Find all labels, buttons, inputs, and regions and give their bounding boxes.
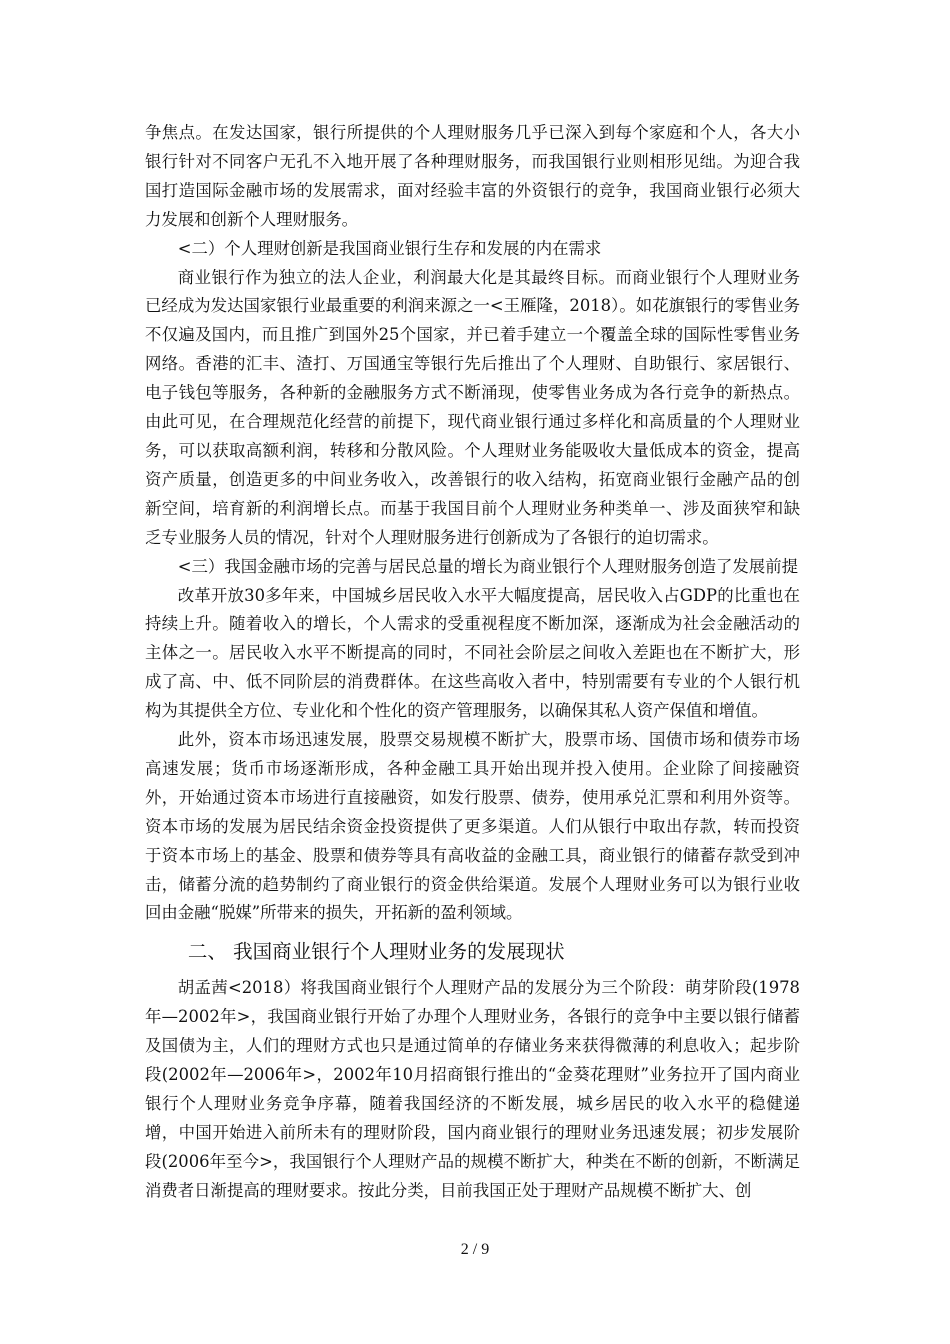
paragraph-income: 改革开放30多年来，中国城乡居民收入水平大幅度提高，居民收入占GDP的比重也在持续上升。随着收入的增长，个人需求的受重视程度不断加深，逐渐成为社会金融活动的主体之一。居民收入水平不断提高的同时，不同社会阶层之间收入差距也在不断扩大，形成了高、中、低不同阶层的消费群体。在这些高收入者中，特别需要有专业的个人银行机构为其提供全方位、专业化和个性化的资产管理服务，以确保其私人资产保值和增值。 bbox=[145, 585, 800, 721]
paragraph-capital-market: 此外，资本市场迅速发展，股票交易规模不断扩大，股票市场、国债市场和债券市场高速发展；货币市场逐渐形成，各种金融工具开始出现并投入使用。企业除了间接融资外，开始通过资本市场进行直接融资，如发行股票、债券，使用承兑汇票和利用外资等。资本市场的发展为居民结余资金投资提供了更多渠道。人们从银行中取出存款，转而投资于资本市场上的基金、股票和债券等具有高收益的金融工具，商业银行的储蓄存款受到冲击，储蓄分流的趋势制约了商业银行的资金供给渠道。发展个人理财业务可以为银行业收回由金融“脱媒”所带来的损失，开拓新的盈利领域。 bbox=[145, 730, 800, 923]
subheading-2: <二）个人理财创新是我国商业银行生存和发展的内在需求 bbox=[177, 238, 602, 258]
paragraph-profit: 商业银行作为独立的法人企业，利润最大化是其最终目标。而商业银行个人理财业务已经成为发达国家银行业最重要的利润来源之一<王雁隆，2018）。如花旗银行的零售业务不仅遍及国内，而且推广到国外25个国家，并已着手建立一个覆盖全球的国际性零售业务网络。香港的汇丰、渣打、万国通宝等银行先后推出了个人理财、自助银行、家居银行、电子钱包等服务，各种新的金融服务方式不断涌现，使零售业务成为各行竞争的新热点。由此可见，在合理规范化经营的前提下，现代商业银行通过多样化和高质量的个人理财业务，可以获取高额利润，转移和分散风险。个人理财业务能吸收大量低成本的资金，提高资产质量，创造更多的中间业务收入，改善银行的收入结构，拓宽商业银行金融产品的创新空间，培育新的利润增长点。而基于我国目前个人理财业务种类单一、涉及面狭窄和缺乏专业服务人员的情况，针对个人理财服务进行创新成为了各银行的迫切需求。 bbox=[145, 267, 800, 547]
section-heading: 二、 我国商业银行个人理财业务的发展现状 bbox=[187, 940, 565, 964]
paragraph-intro-continued: 争焦点。在发达国家，银行所提供的个人理财服务几乎已深入到每个家庭和个人，各大小银行针对不同客户无孔不入地开展了各种理财服务，而我国银行业则相形见绌。为迎合我国打造国际金融市场的发展需求，面对经验丰富的外资银行的竞争，我国商业银行必须大力发展和创新个人理财服务。 bbox=[145, 123, 800, 229]
paragraph-stages: 胡孟茜<2018）将我国商业银行个人理财产品的发展分为三个阶段：萌芽阶段(1978年—2002年>，我国商业银行开始了办理个人理财业务，各银行的竞争中主要以银行储蓄及国债为主，人们的理财方式也只是通过简单的存储业务来获得微薄的利息收入；起步阶段(2002年—2006年>，2002年10月招商银行推出的“金葵花理财”业务拉开了国内商业银行个人理财业务竞争序幕，随着我国经济的不断发展，城乡居民的收入水平的稳健递增，中国开始进入前所未有的理财阶段，国内商业银行的理财业务迅速发展；初步发展阶段(2006年至今>，我国银行个人理财产品的规模不断扩大，种类在不断的创新，不断满足消费者日渐提高的理财要求。按此分类，目前我国正处于理财产品规模不断扩大、创 bbox=[145, 978, 800, 1200]
document-body bbox=[145, 119, 800, 1206]
page-number: 2 / 9 bbox=[460, 1241, 490, 1258]
subheading-3: <三）我国金融市场的完善与居民总量的增长为商业银行个人理财服务创造了发展前提 bbox=[177, 556, 798, 576]
